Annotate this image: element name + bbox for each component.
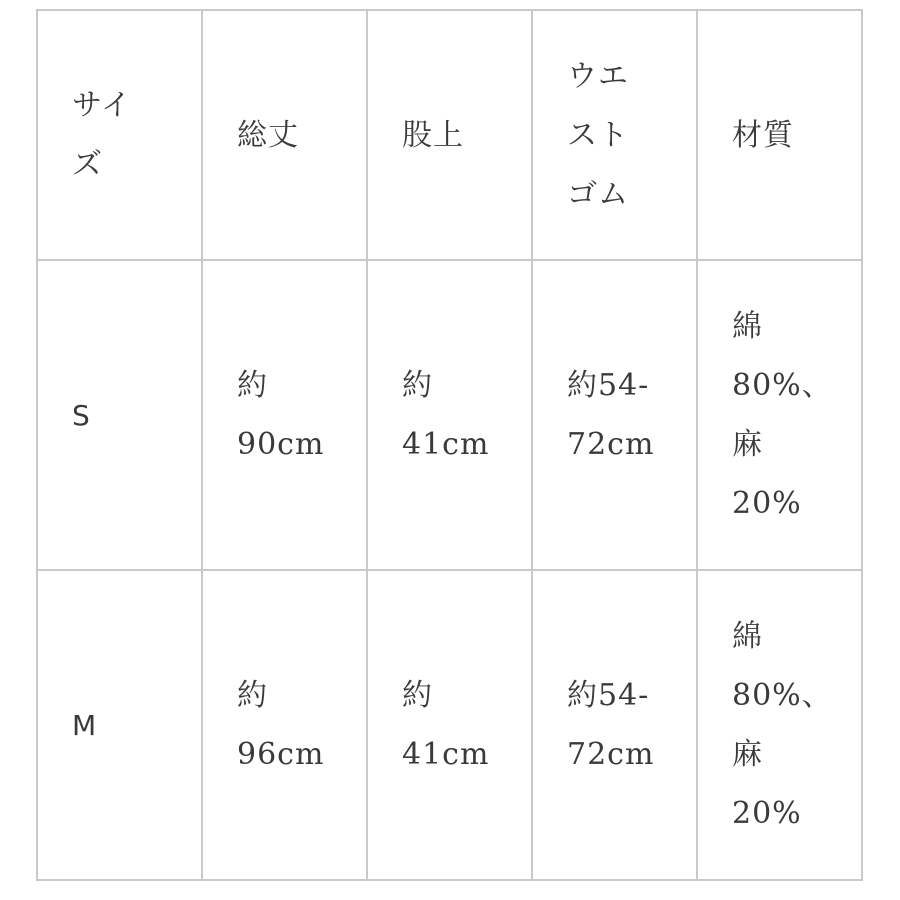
header-length-label: 総丈	[237, 117, 299, 153]
header-row	[37, 10, 862, 260]
table-row-s	[37, 260, 862, 570]
cell-length-s	[202, 260, 367, 570]
rise-value-s: 約 41cm	[402, 368, 490, 462]
material-value-s: 綿 80%、 麻 20%	[732, 309, 833, 521]
size-value-m: M	[72, 708, 98, 742]
length-value-m: 約 96cm	[237, 678, 325, 772]
size-value-s: S	[72, 398, 91, 432]
waist-value-m: 約54- 72cm	[567, 678, 655, 772]
table-row-m	[37, 570, 862, 880]
cell-rise-s	[367, 260, 532, 570]
cell-size-m	[37, 570, 202, 880]
size-chart-table	[36, 9, 863, 881]
header-rise-label: 股上	[402, 117, 464, 153]
header-material-label: 材質	[732, 117, 794, 153]
rise-value-m: 約 41cm	[402, 678, 490, 772]
cell-size-s	[37, 260, 202, 570]
header-cell-material	[697, 10, 862, 260]
cell-rise-m	[367, 570, 532, 880]
cell-material-s	[697, 260, 862, 570]
waist-value-s: 約54- 72cm	[567, 368, 655, 462]
cell-waist-m	[532, 570, 697, 880]
header-size-label: サイ ズ	[72, 88, 132, 182]
material-value-m: 綿 80%、 麻 20%	[732, 619, 833, 831]
header-cell-size	[37, 10, 202, 260]
cell-waist-s	[532, 260, 697, 570]
header-cell-length	[202, 10, 367, 260]
cell-material-m	[697, 570, 862, 880]
header-cell-waist	[532, 10, 697, 260]
cell-length-m	[202, 570, 367, 880]
header-cell-rise	[367, 10, 532, 260]
header-waist-label: ウエ スト ゴム	[567, 58, 629, 212]
length-value-s: 約 90cm	[237, 368, 325, 462]
